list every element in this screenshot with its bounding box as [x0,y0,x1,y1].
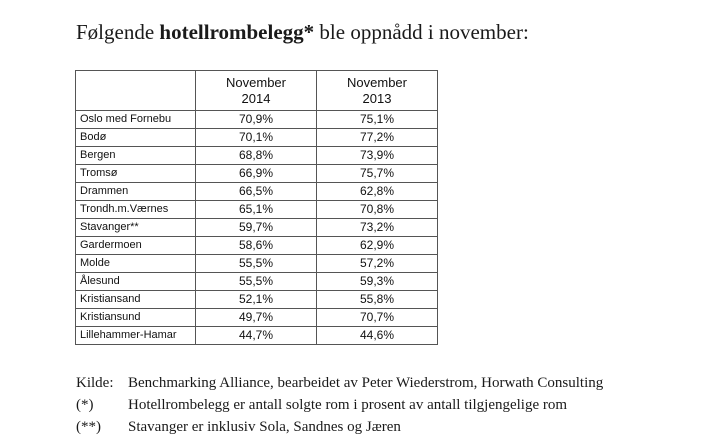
city-cell: Tromsø [76,165,196,183]
city-cell: Molde [76,255,196,273]
table-row [76,165,438,183]
city-cell: Ålesund [76,273,196,291]
nov-2013-cell: 62,8% [317,183,438,201]
header-year-2014: 2014 [241,90,271,106]
nov-2014-cell: 70,9% [196,111,317,129]
nov-2014-cell: 49,7% [196,309,317,327]
heading-bold-term: hotellrombelegg* [159,20,315,44]
city-cell: Bodø [76,129,196,147]
city-cell: Trondh.m.Værnes [76,201,196,219]
heading-suffix: ble oppnådd i november: [314,20,529,44]
header-november-2014 [196,71,317,111]
footnotes [76,372,603,438]
city-cell: Drammen [76,183,196,201]
table-row [76,237,438,255]
city-cell: Gardermoen [76,237,196,255]
table-row [76,291,438,309]
nov-2013-cell: 70,7% [317,309,438,327]
note-double-asterisk [76,416,603,438]
table-header-row [76,71,438,111]
header-year-2013: 2013 [362,90,392,106]
header-november-2013 [317,71,438,111]
city-cell: Kristiansund [76,309,196,327]
occupancy-table [75,70,438,345]
table-row [76,201,438,219]
nov-2014-cell: 52,1% [196,291,317,309]
note-source [76,372,603,394]
city-cell: Kristiansand [76,291,196,309]
nov-2013-cell: 75,1% [317,111,438,129]
note-asterisk [76,394,603,416]
nov-2014-cell: 70,1% [196,129,317,147]
nov-2013-cell: 59,3% [317,273,438,291]
city-cell: Stavanger** [76,219,196,237]
note-text: Hotellrombelegg er antall solgte rom i prosent av antall tilgjengelige rom [128,397,568,413]
table-body [76,111,438,345]
nov-2013-cell: 75,7% [317,165,438,183]
nov-2013-cell: 73,9% [317,147,438,165]
note-text: Benchmarking Alliance, bearbeidet av Peter Wiederstrom, Horwath Consulting [128,375,604,391]
nov-2013-cell: 44,6% [317,327,438,345]
header-empty-cell [76,71,196,111]
nov-2014-cell: 55,5% [196,255,317,273]
nov-2014-cell: 68,8% [196,147,317,165]
note-label: (*) [76,397,94,413]
note-text: Stavanger er inklusiv Sola, Sandnes og Jæren [128,419,401,435]
nov-2013-cell: 70,8% [317,201,438,219]
table-row [76,183,438,201]
note-label: (**) [76,419,101,435]
table-row [76,255,438,273]
table-row [76,273,438,291]
table-row [76,111,438,129]
nov-2014-cell: 66,5% [196,183,317,201]
nov-2014-cell: 65,1% [196,201,317,219]
table-row [76,147,438,165]
nov-2013-cell: 62,9% [317,237,438,255]
table-row [76,327,438,345]
note-label: Kilde: [76,375,114,391]
nov-2014-cell: 44,7% [196,327,317,345]
nov-2013-cell: 55,8% [317,291,438,309]
table-row [76,219,438,237]
nov-2014-cell: 66,9% [196,165,317,183]
nov-2014-cell: 55,5% [196,273,317,291]
table-row [76,129,438,147]
header-month-2013: November [347,74,407,90]
nov-2013-cell: 77,2% [317,129,438,147]
nov-2014-cell: 58,6% [196,237,317,255]
nov-2013-cell: 73,2% [317,219,438,237]
city-cell: Lillehammer-Hamar [76,327,196,345]
heading [76,20,529,45]
table-row [76,309,438,327]
heading-prefix: Følgende [76,20,160,44]
nov-2014-cell: 59,7% [196,219,317,237]
header-month-2014: November [226,74,286,90]
city-cell: Oslo med Fornebu [76,111,196,129]
city-cell: Bergen [76,147,196,165]
nov-2013-cell: 57,2% [317,255,438,273]
